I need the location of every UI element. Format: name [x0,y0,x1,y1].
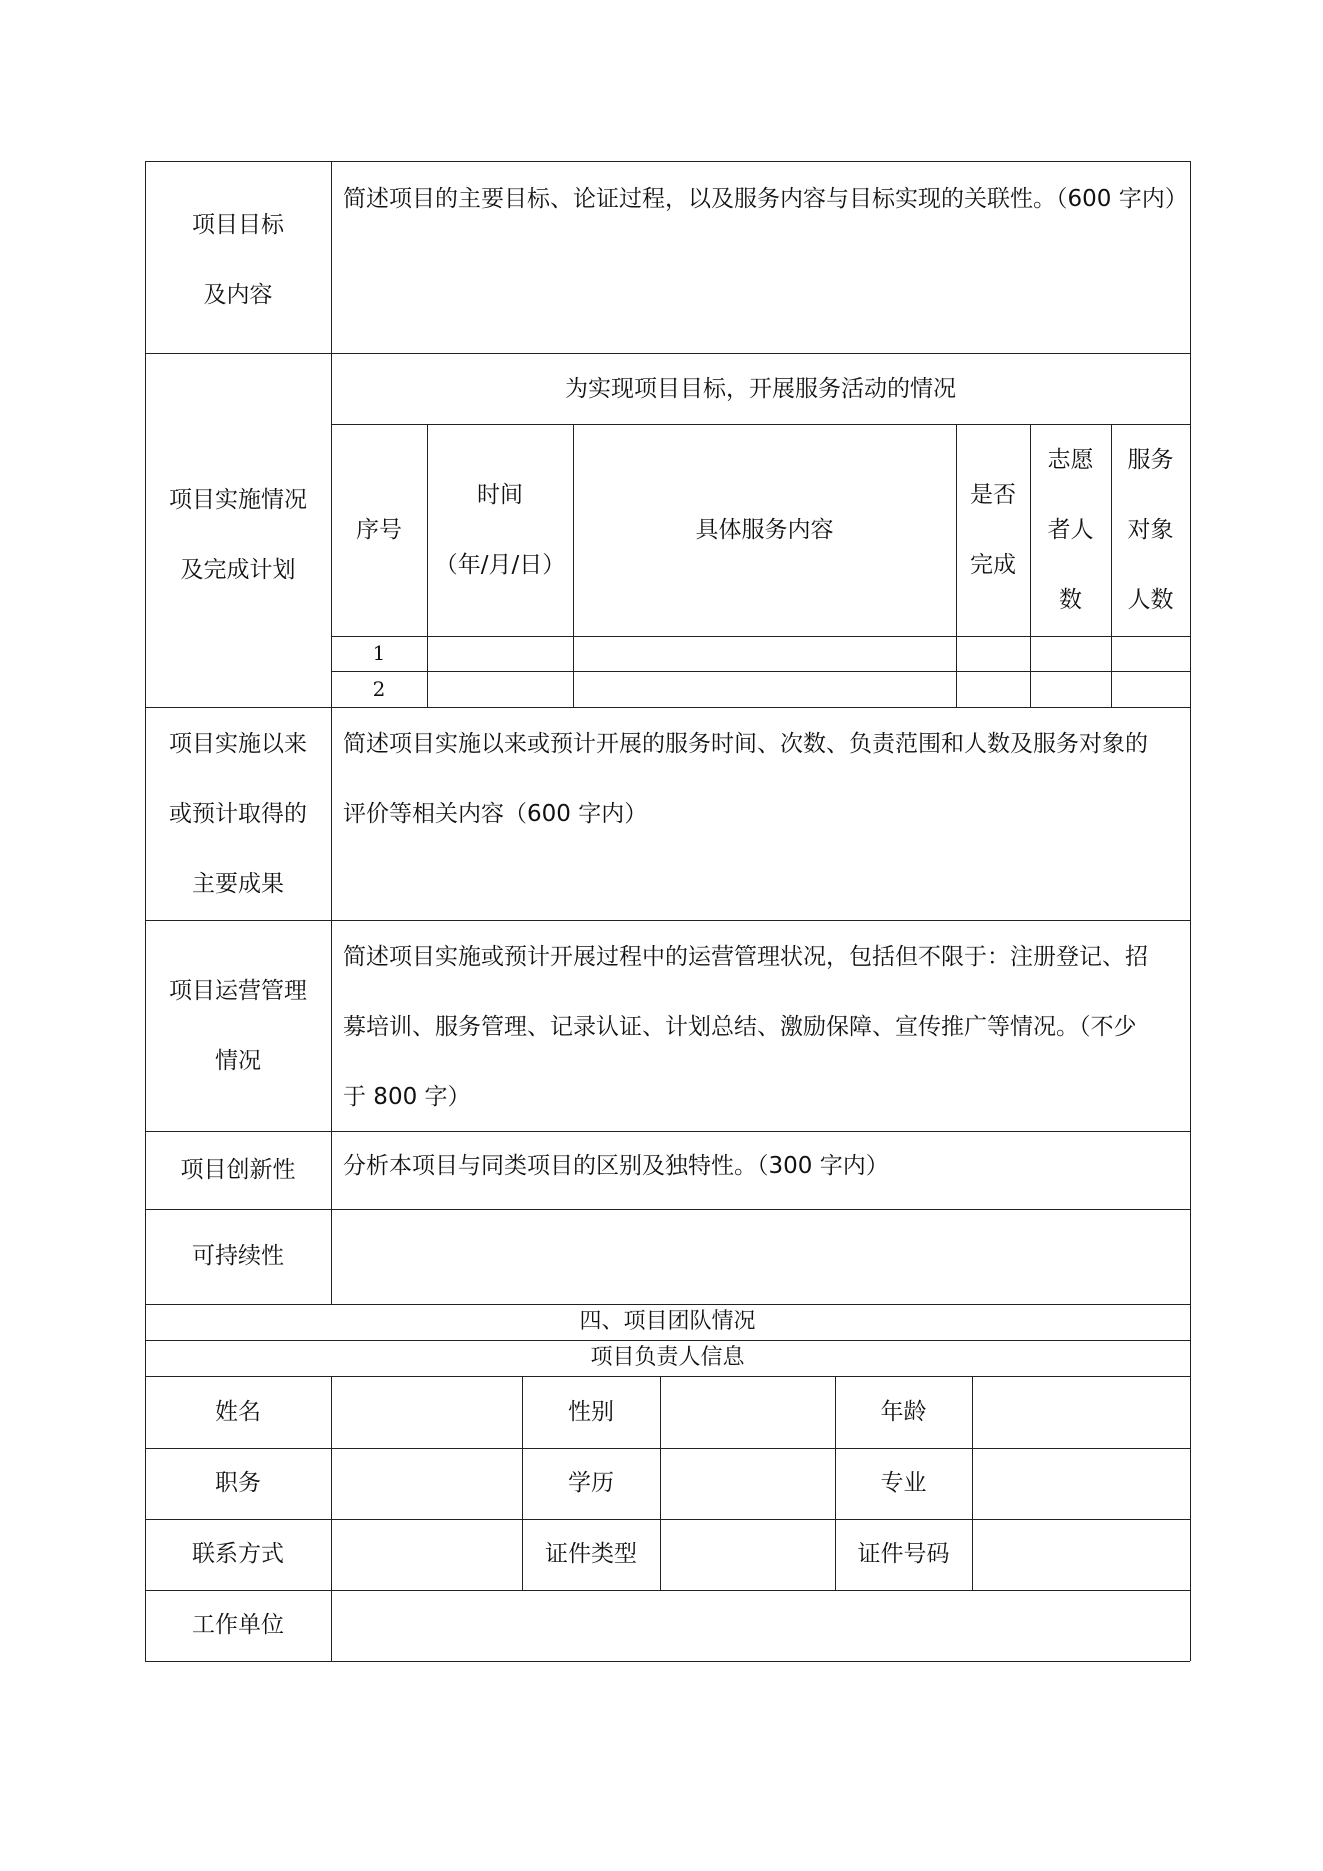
row-divider [331,636,1190,637]
implementation-subtitle: 为实现项目目标，开展服务活动的情况 [565,376,956,402]
team-heading: 四、项目团队情况 [579,1309,756,1334]
table-border-bottom [145,1661,1190,1662]
id-number-label: 证件号码 [857,1541,950,1567]
row-divider [145,1209,1190,1210]
operation-label: 项目运营管理 情况 [169,978,307,1074]
table-row-index: 1 [372,641,386,665]
goal-hint: 简述项目的主要目标、论证过程，以及服务内容与目标实现的关联性。（600 字内） [343,186,1188,212]
sustainability-label: 可持续性 [192,1243,284,1269]
table-border-right [1190,161,1191,1661]
results-label: 项目实施以来 或预计取得的 主要成果 [169,731,307,897]
implementation-label: 项目实施情况 及完成计划 [169,487,307,583]
label-column-divider [331,161,332,1304]
major-label: 专业 [880,1470,927,1496]
row-divider [331,671,1190,672]
col-divider [972,1376,973,1590]
age-label: 年龄 [880,1399,927,1425]
column-header-volunteers: 志愿 者人 数 [1047,447,1094,613]
id-type-label: 证件类型 [545,1541,637,1567]
innovation-hint: 分析本项目与同类项目的区别及独特性。（300 字内） [343,1153,889,1179]
column-header-completed: 是否 完成 [970,482,1016,578]
position-label: 职务 [215,1470,261,1496]
contact-label: 联系方式 [192,1541,284,1567]
gender-label: 性别 [568,1399,614,1425]
column-header-beneficiaries: 服务 对象 人数 [1127,447,1174,613]
column-header-date: 时间 （年/月/日） [434,482,566,578]
label-column-divider [331,1376,332,1661]
column-header-index: 序号 [356,517,402,543]
col-divider [573,424,574,707]
col-divider [660,1376,661,1590]
workplace-label: 工作单位 [192,1612,284,1638]
table-border-top [145,161,1190,162]
innovation-label: 项目创新性 [180,1157,296,1183]
name-label: 姓名 [215,1399,261,1425]
leader-heading: 项目负责人信息 [590,1345,745,1370]
column-header-content: 具体服务内容 [695,517,834,543]
education-label: 学历 [568,1470,614,1496]
goal-label: 项目目标 及内容 [192,212,284,308]
table-row-index: 2 [372,677,386,701]
